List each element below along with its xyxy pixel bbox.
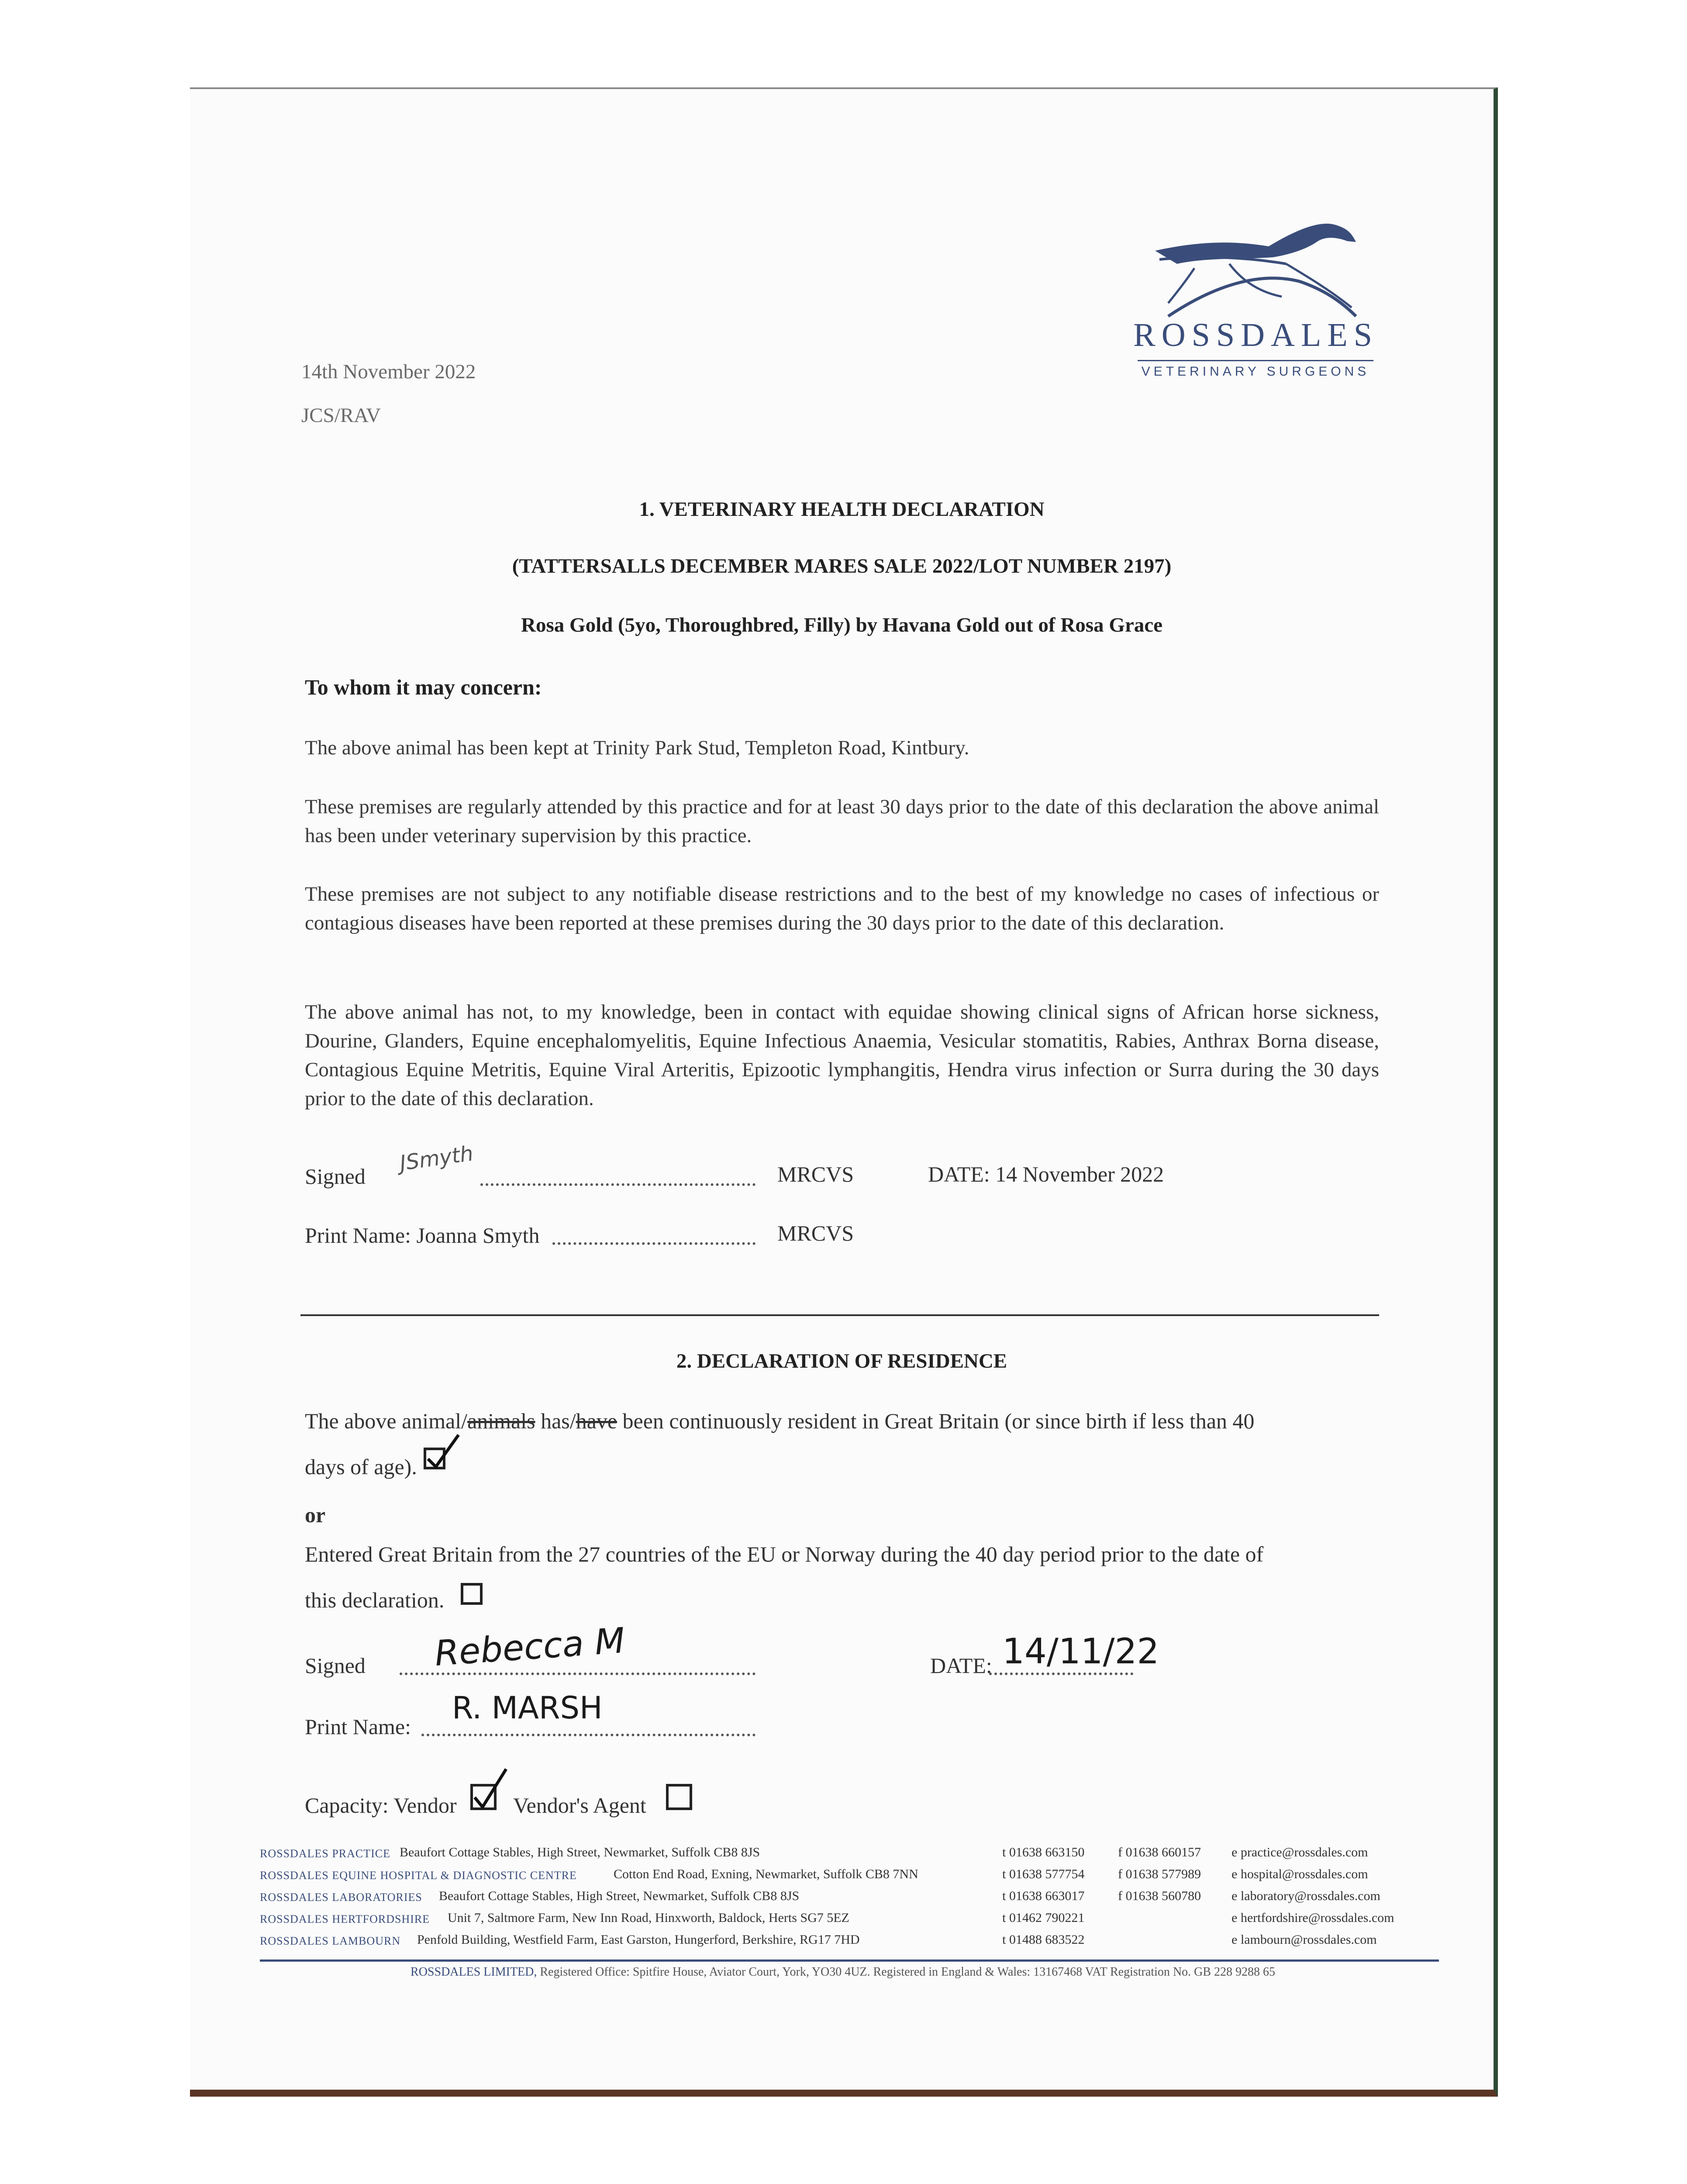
footer-hospital-email[interactable]: e hospital@rossdales.com <box>1232 1867 1368 1881</box>
section2-title: 2. DECLARATION OF RESIDENCE <box>676 1350 1007 1372</box>
footer-laboratories-name: ROSSDALES LABORATORIES <box>260 1891 422 1904</box>
salutation: To whom it may concern: <box>305 675 542 699</box>
vendors-agent-label: Vendor's Agent <box>513 1793 646 1818</box>
footer-lambourn-address: Penfold Building, Westfield Farm, East Garston, Hungerford, Berkshire, RG17 7HD <box>417 1932 860 1947</box>
animal-description: Rosa Gold (5yo, Thoroughbred, Filly) by Havana Gold out of Rosa Grace <box>521 614 1163 636</box>
vet-signature: JSmyth <box>398 1141 475 1176</box>
vet-print-mrcvs-label: MRCVS <box>777 1221 854 1245</box>
rossdales-logo <box>1133 216 1378 379</box>
struck-animals: animals <box>467 1409 535 1433</box>
vendor-date-handwritten: 14/11/22 <box>1002 1631 1159 1672</box>
horse-logo-icon <box>1142 216 1369 329</box>
footer-practice-phone: t 01638 663150 <box>1002 1845 1085 1859</box>
paragraph-no-restrictions: These premises are not subject to any notifiable disease restrictions and to the best of my knowledge no cases of infectious or contagious diseases have been reported at these premises during the 30 days prior to the date of this declaration. <box>305 883 1379 934</box>
footer-practice-email[interactable]: e practice@rossdales.com <box>1232 1845 1368 1859</box>
footer-laboratories-fax: f 01638 560780 <box>1118 1889 1201 1903</box>
footer-row <box>260 1889 1439 1911</box>
footer-practice-fax: f 01638 660157 <box>1118 1845 1201 1859</box>
footer-row <box>260 1845 1439 1867</box>
footer-rule <box>260 1959 1439 1962</box>
footer-hospital-phone: t 01638 577754 <box>1002 1867 1085 1881</box>
registration-line <box>190 1965 1496 1979</box>
footer-hertfordshire-phone: t 01462 790221 <box>1002 1911 1085 1925</box>
entered-statement-cont: this declaration. <box>305 1588 445 1612</box>
residence-statement <box>305 1408 1254 1434</box>
footer-laboratories-phone: t 01638 663017 <box>1002 1889 1085 1903</box>
capacity-label: Capacity: Vendor <box>305 1793 457 1818</box>
logo-divider <box>1138 360 1373 361</box>
footer-laboratories-email[interactable]: e laboratory@rossdales.com <box>1232 1889 1380 1903</box>
paragraph-kept-at: The above animal has been kept at Trinity Park Stud, Templeton Road, Kintbury. <box>305 736 969 759</box>
section1-title: 1. VETERINARY HEALTH DECLARATION <box>639 498 1045 521</box>
or-separator: or <box>305 1503 326 1527</box>
vet-print-name-line <box>552 1242 756 1245</box>
vet-signature-line <box>480 1183 756 1186</box>
residence-text-end: been continuously resident in Great Britain (or since birth if less than 40 <box>617 1409 1255 1433</box>
footer-hospital-name: ROSSDALES EQUINE HOSPITAL & DIAGNOSTIC CENTRE <box>260 1869 577 1882</box>
paragraph-premises-attended: These premises are regularly attended by this practice and for at least 30 days prior to the date of this declaration the above animal has been under veterinary supervision by this practice. <box>305 795 1379 847</box>
residence-statement-cont: days of age). <box>305 1455 417 1479</box>
registration-details: Registered Office: Spitfire House, Aviator Court, York, YO30 4UZ. Registered in England & Wales: 13167468 VAT Registration No. GB 228 9288 65 <box>540 1965 1275 1979</box>
footer-row <box>260 1932 1439 1954</box>
footer-hospital-fax: f 01638 577989 <box>1118 1867 1201 1881</box>
footer-laboratories-address: Beaufort Cottage Stables, High Street, Newmarket, Suffolk CB8 8JS <box>439 1889 800 1903</box>
entered-checkbox[interactable] <box>461 1583 483 1605</box>
footer-practice-name: ROSSDALES PRACTICE <box>260 1847 390 1860</box>
footer-lambourn-email[interactable]: e lambourn@rossdales.com <box>1232 1932 1377 1947</box>
letter-reference: JCS/RAV <box>301 404 381 427</box>
footer-hertfordshire-name: ROSSDALES HERTFORDSHIRE <box>260 1913 430 1925</box>
paragraph-no-contact: The above animal has not, to my knowledge, been in contact with equidae showing clinical signs of African horse sickness, Dourine, Glanders, Equine encephalomyelitis, Equine Infectious Anaemia, Vesicular stomatitis, Rabies, Anthrax Borna disease, Contagious Equine Metritis, Equine Viral Arteritis, Epizootic lymphangitis, Hendra virus infection or Surra during the 30 days prior to the date of this declaration. <box>305 1001 1379 1110</box>
checkmark-icon <box>424 1433 463 1472</box>
entered-statement: Entered Great Britain from the 27 countries of the EU or Norway during the 40 day period prior to the date of <box>305 1542 1264 1566</box>
document-page <box>190 87 1498 2097</box>
vet-declaration-date: DATE: 14 November 2022 <box>928 1162 1164 1186</box>
checkmark-icon <box>470 1767 510 1811</box>
letter-date: 14th November 2022 <box>301 360 476 383</box>
vendor-checkbox[interactable] <box>470 1784 497 1810</box>
footer-lambourn-phone: t 01488 683522 <box>1002 1932 1085 1947</box>
footer-row <box>260 1911 1439 1932</box>
footer-lambourn-name: ROSSDALES LAMBOURN <box>260 1935 401 1947</box>
resident-checkbox[interactable] <box>424 1448 445 1469</box>
logo-name: ROSSDALES <box>1133 317 1378 353</box>
footer-hospital-address: Cotton End Road, Exning, Newmarket, Suffolk CB8 7NN <box>614 1867 918 1881</box>
vet-signed-label: Signed <box>305 1164 366 1189</box>
residence-text-mid: has/ <box>535 1409 576 1433</box>
vendor-print-name-label: Print Name: <box>305 1714 411 1739</box>
footer-hertfordshire-email[interactable]: e hertfordshire@rossdales.com <box>1232 1911 1394 1925</box>
vendor-signature-line <box>400 1673 756 1675</box>
footer-hertfordshire-address: Unit 7, Saltmore Farm, New Inn Road, Hinxworth, Baldock, Herts SG7 5EZ <box>448 1911 849 1925</box>
footer-addresses <box>260 1845 1439 1954</box>
vendor-signature: Rebecca M <box>433 1620 626 1674</box>
section1-subtitle: (TATTERSALLS DECEMBER MARES SALE 2022/LOT NUMBER 2197) <box>512 555 1172 577</box>
vendor-date-label: DATE: <box>930 1653 992 1678</box>
footer-practice-address: Beaufort Cottage Stables, High Street, Newmarket, Suffolk CB8 8JS <box>400 1845 760 1859</box>
vet-print-name: Print Name: Joanna Smyth <box>305 1223 540 1248</box>
struck-have: have <box>576 1409 618 1433</box>
vendor-print-name-handwritten: R. MARSH <box>452 1690 603 1726</box>
section-divider <box>300 1314 1379 1316</box>
vet-mrcvs-label: MRCVS <box>777 1162 854 1186</box>
vendor-date-line <box>989 1673 1133 1675</box>
footer-row <box>260 1867 1439 1889</box>
vendors-agent-checkbox[interactable] <box>666 1784 692 1810</box>
vendor-signed-label: Signed <box>305 1653 366 1678</box>
logo-tagline: VETERINARY SURGEONS <box>1141 364 1370 379</box>
registration-company: ROSSDALES LIMITED, <box>411 1965 537 1979</box>
vendor-print-name-line <box>421 1734 756 1736</box>
residence-text-start: The above animal/ <box>305 1409 468 1433</box>
